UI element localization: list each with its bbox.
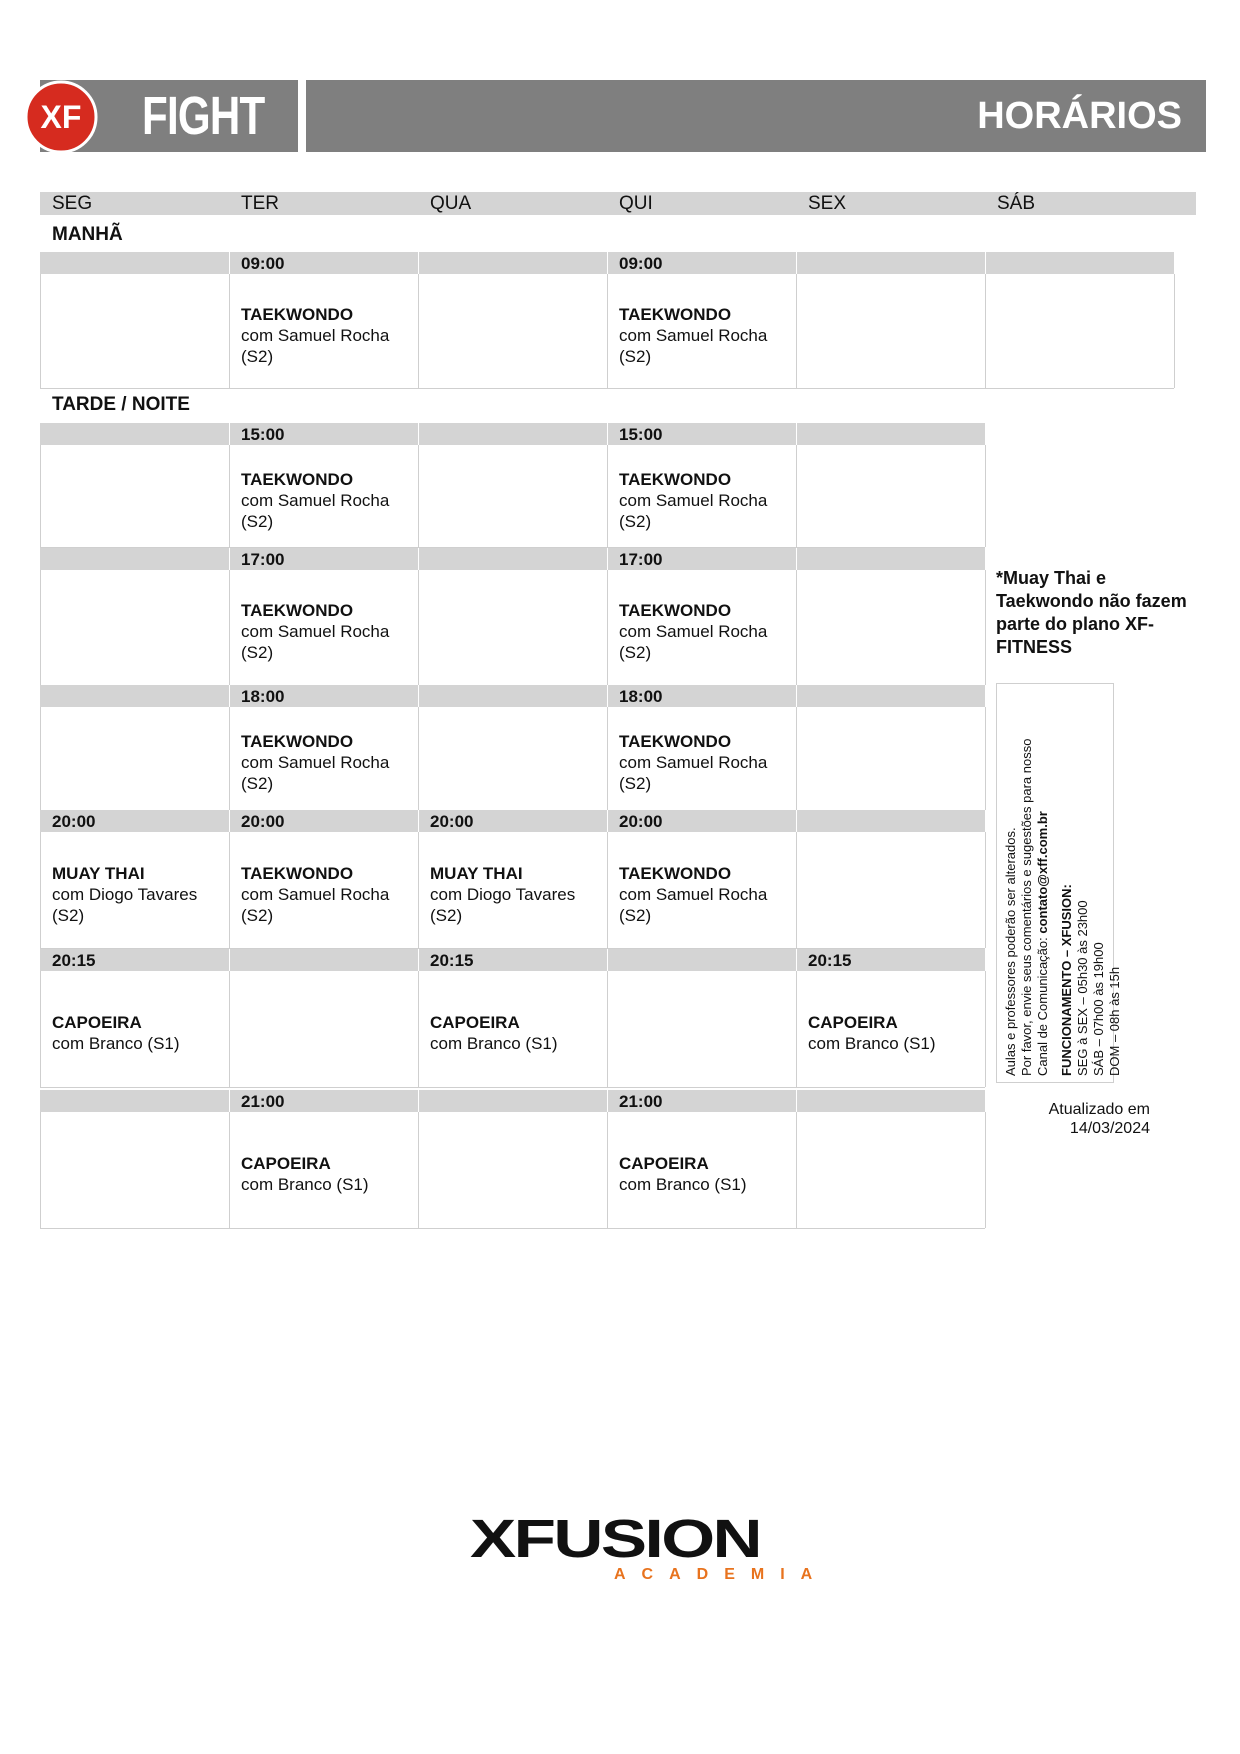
class-room: (S2) <box>241 512 274 531</box>
plan-note: *Muay Thai e Taekwondo não fazem parte do plano XF-FITNESS <box>996 568 1187 657</box>
class-room: (S2) <box>52 906 85 925</box>
col-divider <box>40 971 41 1087</box>
time-band <box>40 1090 985 1112</box>
class-cell[interactable] <box>619 731 789 794</box>
col-divider <box>796 971 797 1087</box>
class-room: (S2) <box>241 774 274 793</box>
band-divider <box>796 949 797 971</box>
class-name: TAEKWONDO <box>241 305 354 324</box>
class-instructor: com Samuel Rocha <box>619 885 768 904</box>
day-5: SÁB <box>997 193 1036 214</box>
class-instructor: com Samuel Rocha <box>241 622 390 641</box>
class-name: CAPOEIRA <box>430 1013 520 1032</box>
class-name: CAPOEIRA <box>619 1154 709 1173</box>
band-divider <box>796 810 797 832</box>
col-divider <box>1174 274 1175 388</box>
col-divider <box>985 570 986 685</box>
band-divider <box>418 685 419 707</box>
class-cell[interactable] <box>241 863 411 926</box>
col-divider <box>418 707 419 810</box>
time-label: 20:15 <box>52 951 96 970</box>
info-line-3-prefix: Canal de Comunicação: <box>1035 933 1050 1076</box>
band-divider <box>985 252 986 274</box>
row-divider <box>40 1228 985 1229</box>
class-room: (S2) <box>619 347 652 366</box>
time-label: 20:15 <box>430 951 474 970</box>
col-divider <box>418 445 419 547</box>
col-divider <box>229 707 230 810</box>
time-label: 20:00 <box>619 812 663 831</box>
band-divider <box>607 1090 608 1112</box>
time-label: 15:00 <box>241 425 285 444</box>
updated-value: 14/03/2024 <box>1069 1120 1150 1137</box>
band-divider <box>607 685 608 707</box>
class-cell[interactable] <box>241 469 411 532</box>
class-instructor: com Samuel Rocha <box>619 622 768 641</box>
class-cell[interactable] <box>619 863 789 926</box>
class-name: TAEKWONDO <box>241 470 354 489</box>
time-label: 20:00 <box>241 812 285 831</box>
band-divider <box>418 548 419 570</box>
class-name: TAEKWONDO <box>619 732 732 751</box>
col-divider <box>985 445 986 547</box>
class-cell[interactable] <box>241 600 411 663</box>
section-afternoon: TARDE / NOITE <box>52 394 190 415</box>
col-divider <box>796 1112 797 1228</box>
class-cell[interactable] <box>619 600 789 663</box>
xfusion-logo <box>466 1505 829 1585</box>
time-band <box>40 548 985 570</box>
class-name: TAEKWONDO <box>241 864 354 883</box>
band-divider <box>607 423 608 445</box>
day-2: QUA <box>430 193 472 214</box>
col-divider <box>985 707 986 810</box>
col-divider <box>985 971 986 1087</box>
class-instructor: com Samuel Rocha <box>241 491 390 510</box>
class-room: (S2) <box>619 643 652 662</box>
hours-saturday: SÁB – 07h00 às 19h00 <box>1091 942 1106 1076</box>
col-divider <box>796 570 797 685</box>
time-label: 09:00 <box>619 254 663 273</box>
class-instructor: com Samuel Rocha <box>241 885 390 904</box>
day-0: SEG <box>52 193 93 214</box>
col-divider <box>229 274 230 388</box>
band-divider <box>229 1090 230 1112</box>
band-divider <box>796 548 797 570</box>
day-3: QUI <box>619 193 653 214</box>
col-divider <box>229 570 230 685</box>
class-instructor: com Branco (S1) <box>808 1034 936 1053</box>
col-divider <box>418 570 419 685</box>
class-name: MUAY THAI <box>52 864 145 883</box>
class-instructor: com Diogo Tavares <box>430 885 576 904</box>
page-title: FIGHT <box>142 86 265 146</box>
updated-label: Atualizado em <box>1048 1101 1150 1118</box>
time-label: 21:00 <box>619 1092 663 1111</box>
col-divider <box>607 971 608 1087</box>
class-name: TAEKWONDO <box>619 470 732 489</box>
class-instructor: com Branco (S1) <box>619 1175 747 1194</box>
section-morning: MANHÃ <box>52 224 123 245</box>
band-divider <box>418 810 419 832</box>
class-room: (S2) <box>241 643 274 662</box>
col-divider <box>40 832 41 948</box>
info-box <box>996 683 1122 1083</box>
time-label: 17:00 <box>619 550 663 569</box>
class-name: TAEKWONDO <box>241 601 354 620</box>
band-divider <box>607 810 608 832</box>
band-divider <box>607 252 608 274</box>
info-text <box>997 684 1122 1084</box>
class-cell[interactable] <box>241 1153 411 1195</box>
col-divider <box>418 832 419 948</box>
class-cell[interactable] <box>430 1012 600 1054</box>
col-divider <box>229 832 230 948</box>
class-room: (S2) <box>619 906 652 925</box>
band-divider <box>796 252 797 274</box>
class-room: (S2) <box>430 906 463 925</box>
col-divider <box>607 274 608 388</box>
class-name: MUAY THAI <box>430 864 523 883</box>
class-instructor: com Branco (S1) <box>430 1034 558 1053</box>
time-label: 15:00 <box>619 425 663 444</box>
hours-title: FUNCIONAMENTO – XFUSION: <box>1059 884 1074 1076</box>
col-divider <box>40 274 41 388</box>
class-instructor: com Samuel Rocha <box>241 753 390 772</box>
xf-logo-icon <box>24 80 98 154</box>
class-cell[interactable] <box>241 731 411 794</box>
time-label: 18:00 <box>241 687 285 706</box>
class-name: TAEKWONDO <box>619 864 732 883</box>
col-divider <box>796 274 797 388</box>
time-band <box>40 685 985 707</box>
class-instructor: com Samuel Rocha <box>619 753 768 772</box>
band-divider <box>607 949 608 971</box>
info-line-2: Por favor, envie seus comentários e sugestões para nosso <box>1019 738 1034 1076</box>
class-instructor: com Diogo Tavares <box>52 885 198 904</box>
band-divider <box>229 548 230 570</box>
col-divider <box>985 832 986 948</box>
band-divider <box>418 252 419 274</box>
info-line-1: Aulas e professores poderão ser alterados. <box>1003 827 1018 1076</box>
info-line-3 <box>1035 692 1051 1076</box>
time-label: 18:00 <box>619 687 663 706</box>
class-name: TAEKWONDO <box>619 601 732 620</box>
class-cell[interactable] <box>808 1012 978 1054</box>
class-instructor: com Samuel Rocha <box>241 326 390 345</box>
updated-date <box>1010 1100 1150 1138</box>
class-instructor: com Branco (S1) <box>241 1175 369 1194</box>
col-divider <box>229 1112 230 1228</box>
time-label: 09:00 <box>241 254 285 273</box>
contact-email: contato@xff.com.br <box>1035 811 1050 934</box>
band-divider <box>229 949 230 971</box>
class-room: (S2) <box>241 906 274 925</box>
col-divider <box>607 570 608 685</box>
band-divider <box>418 1090 419 1112</box>
col-divider <box>40 1112 41 1228</box>
footer-brand: XFUSION <box>470 1509 760 1569</box>
class-instructor: com Samuel Rocha <box>619 491 768 510</box>
footer-sub: ACADEMIA <box>614 1566 829 1583</box>
band-divider <box>796 1090 797 1112</box>
col-divider <box>40 707 41 810</box>
col-divider <box>985 1112 986 1228</box>
col-divider <box>796 445 797 547</box>
class-room: (S2) <box>241 347 274 366</box>
col-divider <box>40 445 41 547</box>
time-label: 20:00 <box>52 812 96 831</box>
col-divider <box>229 971 230 1087</box>
col-divider <box>607 707 608 810</box>
band-divider <box>418 949 419 971</box>
band-divider <box>418 423 419 445</box>
class-name: TAEKWONDO <box>241 732 354 751</box>
class-name: CAPOEIRA <box>52 1013 142 1032</box>
class-name: TAEKWONDO <box>619 305 732 324</box>
row-divider <box>40 388 1174 389</box>
time-label: 17:00 <box>241 550 285 569</box>
logo-text: XF <box>40 99 82 135</box>
col-divider <box>418 274 419 388</box>
class-cell[interactable] <box>619 469 789 532</box>
band-divider <box>607 548 608 570</box>
band-divider <box>796 685 797 707</box>
col-divider <box>40 570 41 685</box>
band-divider <box>796 423 797 445</box>
hours-sunday: DOM – 08h às 15h <box>1107 966 1122 1076</box>
section-title-horarios: HORÁRIOS <box>977 95 1182 137</box>
col-divider <box>607 1112 608 1228</box>
class-name: CAPOEIRA <box>808 1013 898 1032</box>
band-divider <box>229 685 230 707</box>
class-name: CAPOEIRA <box>241 1154 331 1173</box>
time-label: 20:00 <box>430 812 474 831</box>
col-divider <box>418 1112 419 1228</box>
hours-weekday: SEG à SEX – 05h30 às 23h00 <box>1075 900 1090 1076</box>
band-divider <box>229 423 230 445</box>
col-divider <box>796 707 797 810</box>
time-label: 21:00 <box>241 1092 285 1111</box>
col-divider <box>796 832 797 948</box>
col-divider <box>985 274 986 388</box>
day-1: TER <box>241 193 279 214</box>
class-instructor: com Samuel Rocha <box>619 326 768 345</box>
class-room: (S2) <box>619 512 652 531</box>
class-cell[interactable] <box>52 863 222 926</box>
class-cell[interactable] <box>241 304 411 367</box>
class-cell[interactable] <box>619 1153 789 1195</box>
col-divider <box>607 832 608 948</box>
band-divider <box>229 810 230 832</box>
class-cell[interactable] <box>52 1012 222 1054</box>
time-band <box>40 423 985 445</box>
class-room: (S2) <box>619 774 652 793</box>
band-divider <box>229 252 230 274</box>
class-cell[interactable] <box>619 304 789 367</box>
class-instructor: com Branco (S1) <box>52 1034 180 1053</box>
col-divider <box>607 445 608 547</box>
time-band <box>40 810 985 832</box>
col-divider <box>229 445 230 547</box>
day-4: SEX <box>808 193 847 214</box>
row-divider <box>40 1087 985 1088</box>
time-label: 20:15 <box>808 951 852 970</box>
col-divider <box>418 971 419 1087</box>
class-cell[interactable] <box>430 863 600 926</box>
